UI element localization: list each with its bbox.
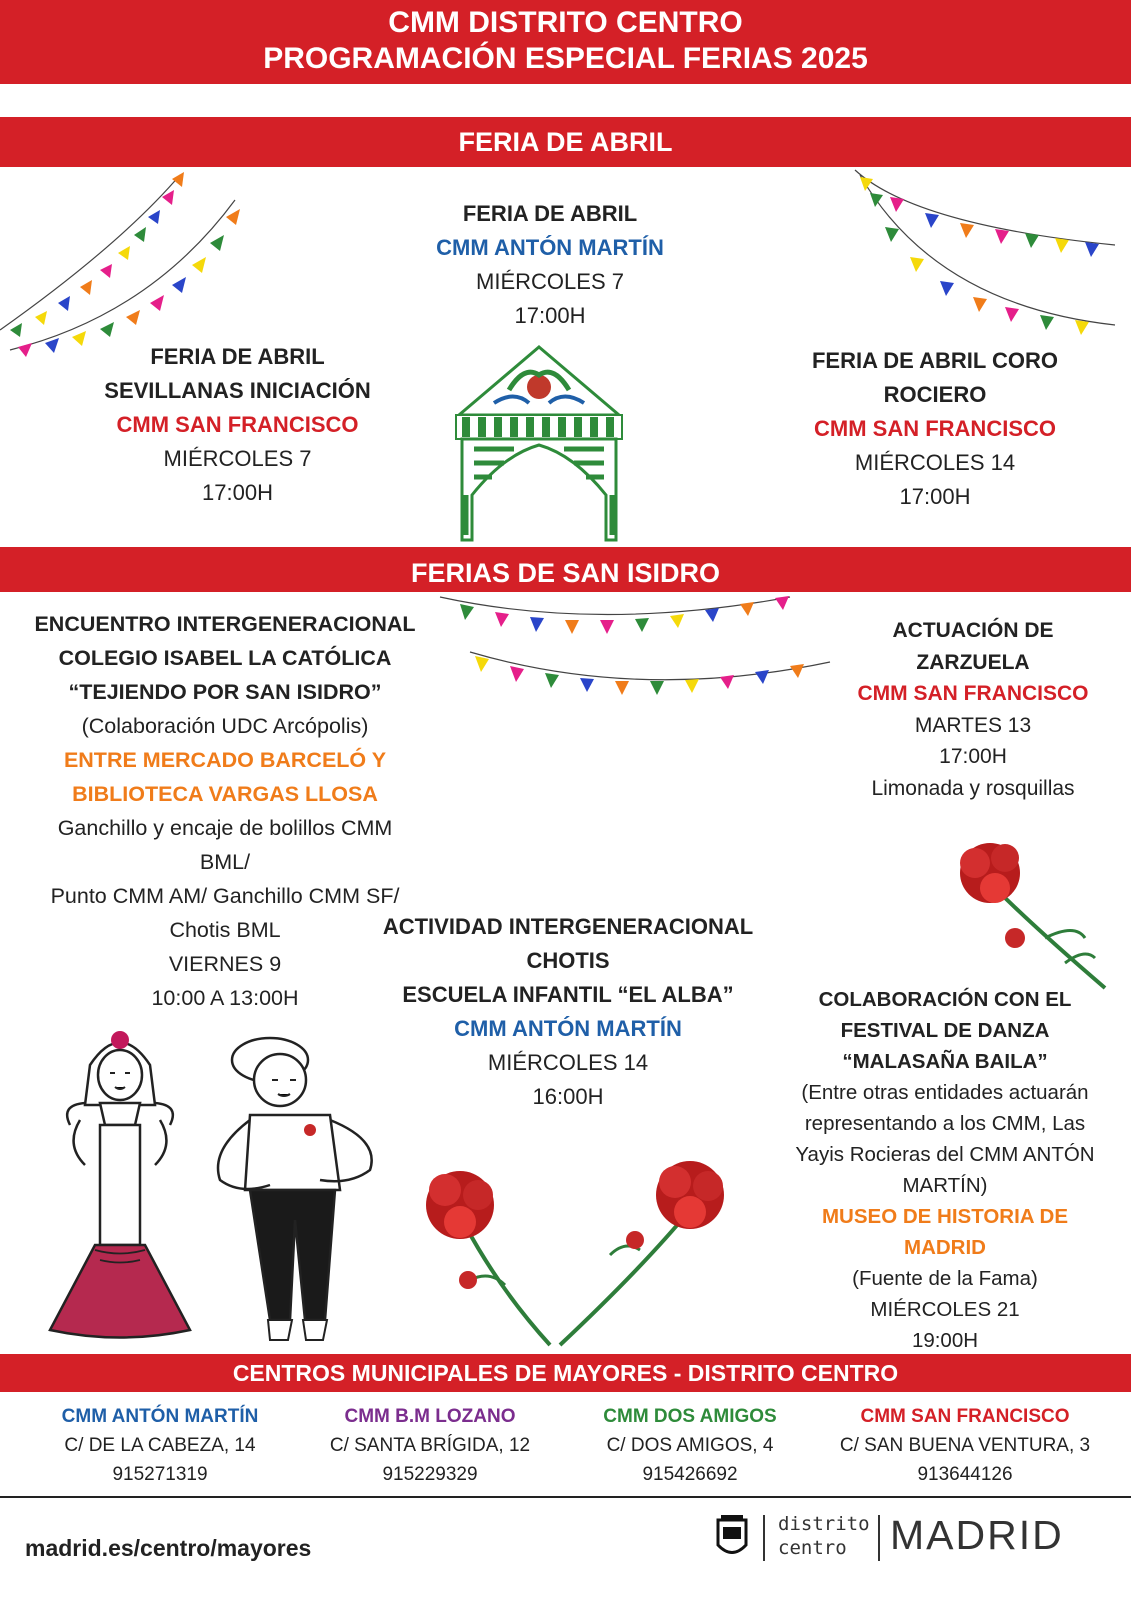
- encuentro-collab: (Colaboración UDC Arcópolis): [81, 714, 369, 738]
- chotis-time: 16:00H: [532, 1084, 604, 1109]
- chotis-title3: ESCUELA INFANTIL “EL ALBA”: [402, 982, 734, 1007]
- center-item-san-francisco: [815, 1402, 1115, 1489]
- chotis-place: CMM ANTÓN MARTÍN: [454, 1016, 682, 1041]
- footer-url[interactable]: madrid.es/centro/mayores: [25, 1535, 312, 1561]
- danza-note4: MARTÍN): [902, 1174, 988, 1197]
- danza-note1: (Entre otras entidades actuarán: [801, 1081, 1089, 1104]
- center-address: C/ SANTA BRÍGIDA, 12: [329, 1435, 531, 1456]
- logo-separator-2: [878, 1515, 880, 1561]
- center-phone: 913644126: [917, 1464, 1013, 1485]
- caseta-tent-icon: [454, 345, 624, 545]
- abril-left-time: 17:00H: [202, 480, 273, 505]
- chotis-title2: CHOTIS: [526, 948, 610, 973]
- bunting-left-icon: [0, 165, 250, 365]
- abril-left-title2: SEVILLANAS INICIACIÓN: [104, 378, 371, 403]
- abril-center-event: [385, 197, 715, 333]
- logo-line2: centro: [778, 1537, 847, 1559]
- encuentro-place2: BIBLIOTECA VARGAS LLOSA: [72, 782, 378, 806]
- encuentro-title1: ENCUENTRO INTERGENERACIONAL: [34, 612, 416, 636]
- carnation-right-icon: [945, 828, 1125, 1008]
- center-phone: 915229329: [382, 1464, 478, 1485]
- abril-right-time: 17:00H: [899, 484, 971, 509]
- danza-title1: COLABORACIÓN CON EL: [818, 988, 1072, 1011]
- center-address: C/ SAN BUENA VENTURA, 3: [839, 1435, 1091, 1456]
- logo-separator: [763, 1515, 765, 1561]
- abril-right-title2: ROCIERO: [883, 382, 987, 407]
- encuentro-desc2: BML/: [199, 850, 251, 874]
- center-item-dos-amigos: [550, 1402, 830, 1489]
- chotis-event: [358, 910, 778, 1114]
- logo-line1: distrito: [778, 1513, 870, 1535]
- zarzuela-title2: ZARZUELA: [916, 650, 1030, 674]
- abril-left-title1: FERIA DE ABRIL: [150, 344, 325, 369]
- center-address: C/ DOS AMIGOS, 4: [606, 1435, 774, 1456]
- chotis-title1: ACTIVIDAD INTERGENERACIONAL: [382, 914, 754, 939]
- section-abril-title: FERIA DE ABRIL: [458, 127, 673, 157]
- encuentro-date: VIERNES 9: [168, 952, 282, 976]
- danza-title3: “MALASAÑA BAILA”: [842, 1050, 1048, 1073]
- abril-center-date: MIÉRCOLES 7: [476, 269, 624, 294]
- footer-divider: [0, 1496, 1131, 1498]
- encuentro-place1: ENTRE MERCADO BARCELÓ Y: [63, 748, 387, 772]
- section-isidro-title: FERIAS DE SAN ISIDRO: [410, 558, 721, 588]
- encuentro-desc4: Chotis BML: [169, 918, 281, 942]
- danza-note2: representando a los CMM, Las: [804, 1112, 1086, 1135]
- bunting-center-icon: [440, 592, 840, 712]
- zarzuela-event: [838, 615, 1108, 804]
- abril-right-event: [770, 344, 1100, 514]
- center-item-bm-lozano: [290, 1402, 570, 1489]
- encuentro-title3: “TEJIENDO POR SAN ISIDRO”: [68, 680, 382, 704]
- zarzuela-date: MARTES 13: [914, 713, 1032, 737]
- center-name: CMM ANTÓN MARTÍN: [61, 1406, 259, 1427]
- header-banner: [0, 0, 1131, 84]
- danza-place2: MADRID: [904, 1236, 986, 1259]
- danza-date: MIÉRCOLES 21: [870, 1298, 1020, 1321]
- encuentro-time: 10:00 A 13:00H: [151, 986, 299, 1010]
- madrid-coat-of-arms-icon: [715, 1515, 749, 1561]
- danza-event: [770, 984, 1120, 1356]
- header-title-line1: CMM DISTRITO CENTRO: [388, 6, 743, 39]
- bunting-right-icon: [855, 165, 1125, 345]
- abril-right-place: CMM SAN FRANCISCO: [814, 416, 1056, 441]
- danza-time: 19:00H: [911, 1329, 979, 1352]
- center-item-anton-martin: [20, 1402, 300, 1489]
- zarzuela-time: 17:00H: [939, 745, 1007, 768]
- abril-center-time: 17:00H: [514, 303, 586, 328]
- encuentro-desc3: Punto CMM AM/ Ganchillo CMM SF/: [50, 884, 400, 908]
- section-isidro-banner: [0, 547, 1131, 592]
- center-name: CMM DOS AMIGOS: [603, 1406, 777, 1427]
- carnations-bottom-icon: [410, 1160, 750, 1350]
- abril-center-title: FERIA DE ABRIL: [462, 201, 638, 226]
- centers-list: [0, 1402, 1131, 1492]
- chulapo-figure-icon: [210, 1020, 410, 1350]
- zarzuela-title1: ACTUACIÓN DE: [892, 619, 1054, 642]
- header-title-line2: PROGRAMACIÓN ESPECIAL FERIAS 2025: [263, 42, 868, 75]
- abril-right-title1: FERIA DE ABRIL CORO: [811, 348, 1059, 373]
- center-name: CMM SAN FRANCISCO: [860, 1406, 1070, 1427]
- centers-banner: [0, 1354, 1131, 1392]
- abril-left-date: MIÉRCOLES 7: [163, 446, 312, 471]
- zarzuela-place: CMM SAN FRANCISCO: [857, 682, 1089, 705]
- center-address: C/ DE LA CABEZA, 14: [64, 1435, 256, 1456]
- logo-madrid: MADRID: [890, 1512, 1064, 1558]
- section-abril-banner: [0, 117, 1131, 167]
- center-phone: 915426692: [642, 1464, 738, 1485]
- danza-title2: FESTIVAL DE DANZA: [840, 1019, 1050, 1042]
- abril-right-date: MIÉRCOLES 14: [854, 450, 1016, 475]
- danza-place1: MUSEO DE HISTORIA DE: [821, 1205, 1069, 1228]
- danza-sub: (Fuente de la Fama): [852, 1267, 1038, 1290]
- encuentro-desc1: Ganchillo y encaje de bolillos CMM: [57, 816, 393, 840]
- logo-district-text: [778, 1512, 870, 1560]
- center-name: CMM B.M LOZANO: [344, 1406, 516, 1427]
- center-phone: 915271319: [112, 1464, 208, 1485]
- encuentro-title2: COLEGIO ISABEL LA CATÓLICA: [58, 646, 392, 670]
- danza-note3: Yayis Rocieras del CMM ANTÓN: [795, 1143, 1095, 1166]
- abril-left-event: [70, 340, 405, 510]
- centers-title: CENTROS MUNICIPALES DE MAYORES - DISTRITO CENTRO: [232, 1360, 899, 1386]
- chotis-date: MIÉRCOLES 14: [487, 1050, 649, 1075]
- abril-center-place: CMM ANTÓN MARTÍN: [436, 235, 664, 260]
- abril-left-place: CMM SAN FRANCISCO: [116, 412, 359, 437]
- zarzuela-extra: Limonada y rosquillas: [871, 776, 1075, 800]
- chulapa-figure-icon: [40, 1025, 200, 1355]
